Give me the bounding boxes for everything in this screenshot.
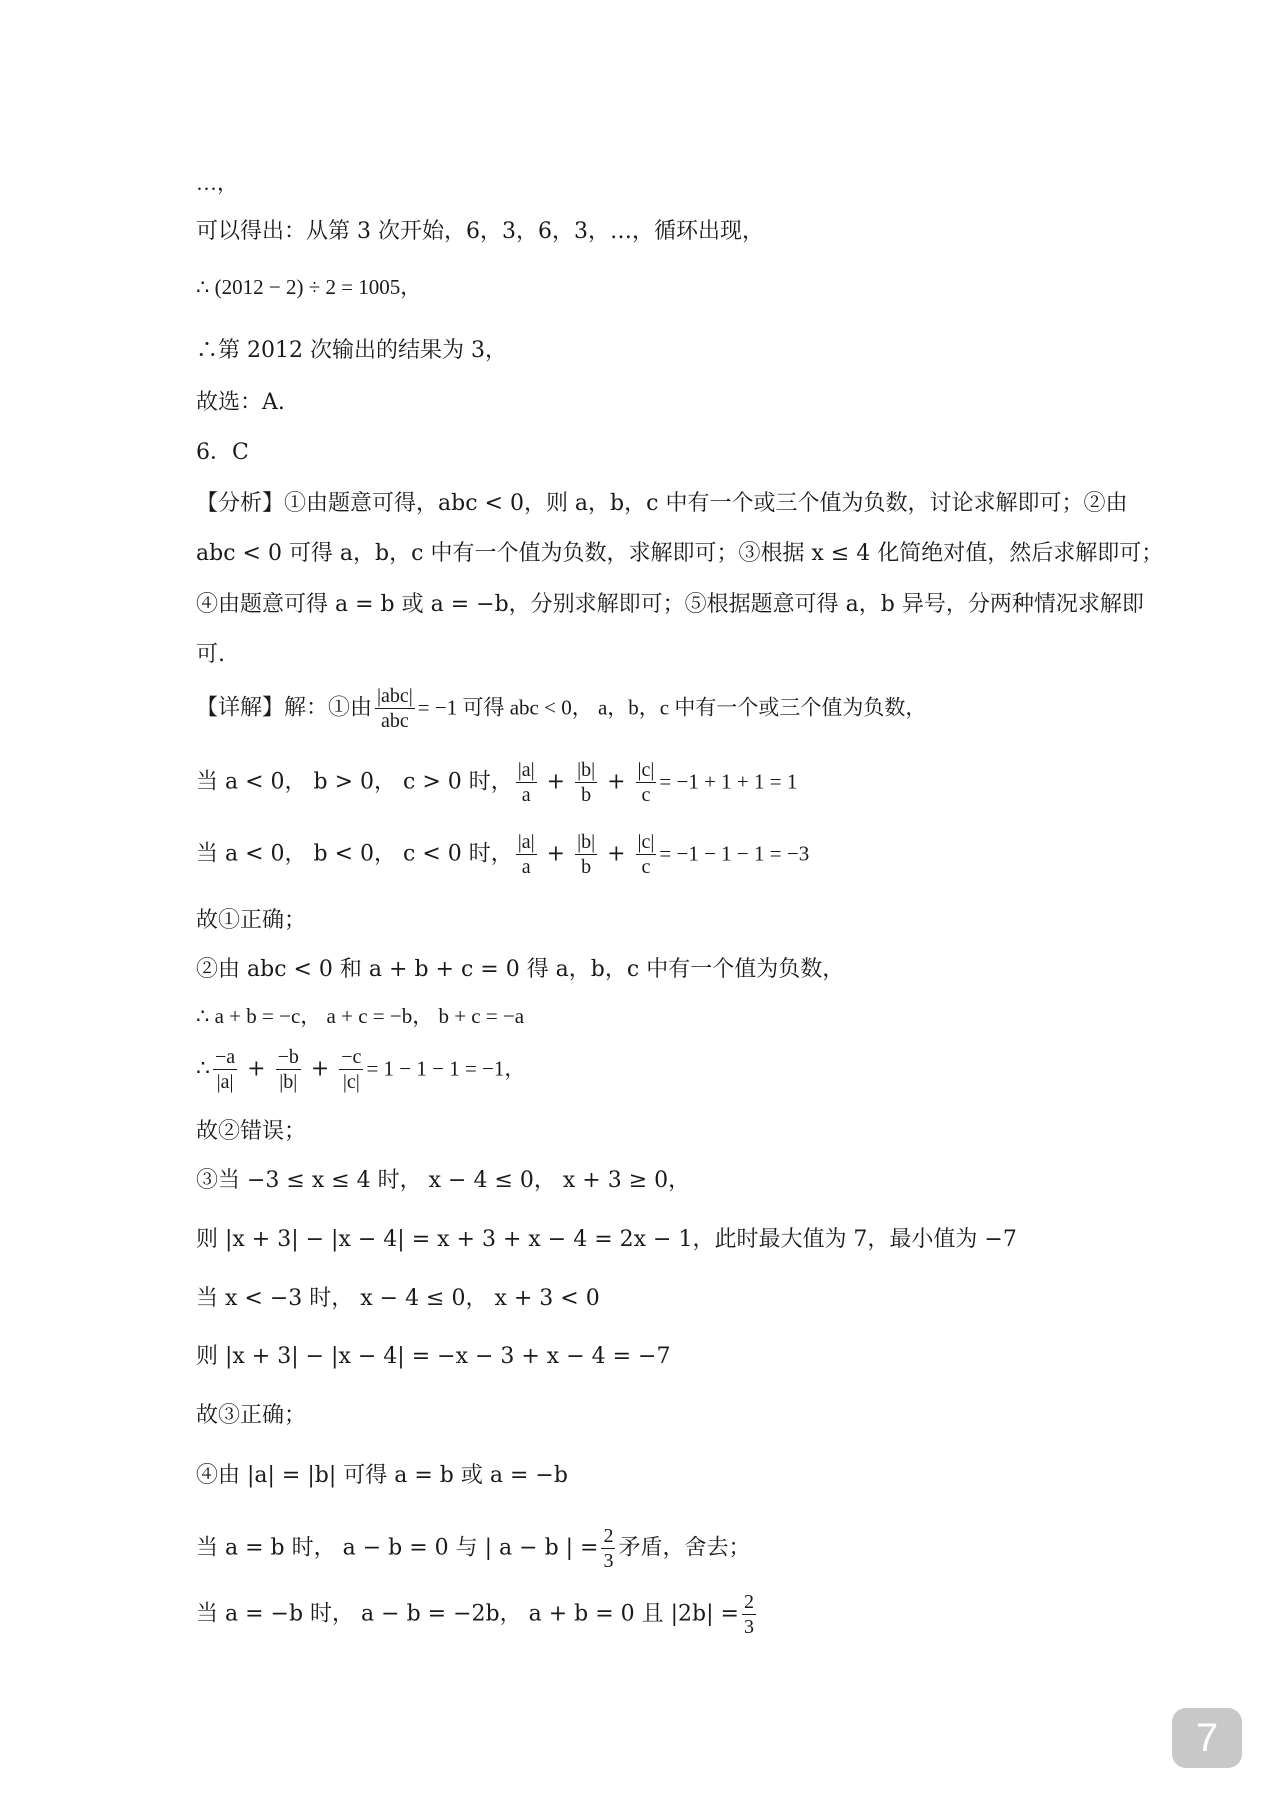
fraction-denominator: |c| <box>342 1071 360 1093</box>
fraction-numerator: 2 <box>743 1591 754 1613</box>
text-line: 故③正确； <box>196 1403 307 1428</box>
fraction <box>742 1590 756 1639</box>
text-line: 则 |x + 3| − |x − 4| = −x − 3 + x − 4 = −7 <box>196 1344 671 1369</box>
fraction-numerator: |abc| <box>377 685 413 707</box>
fraction-denominator: abc <box>381 710 409 732</box>
math-line: 当 a < 0， b > 0， c > 0 时， $\frac{|a|}{a}$ + $\frac{|b|}{b}$ + $\frac{|c|}{c}$ = −1 + 1 + 1 = 1 <box>196 759 798 806</box>
fraction <box>636 758 657 807</box>
fraction <box>516 758 537 807</box>
fraction-numerator: |a| <box>517 831 535 853</box>
fraction <box>339 1045 363 1094</box>
text-line: ∴第 2012 次输出的结果为 3， <box>196 338 507 363</box>
fraction <box>213 1045 237 1094</box>
analysis-line: abc < 0 可得 a，b，c 中有一个值为负数，求解即可；③根据 x ≤ 4 化简绝对值，然后求解即可； <box>196 541 1164 566</box>
text-line: 故②错误； <box>196 1119 307 1144</box>
detail-label: 【详解】解：①由 <box>196 695 373 721</box>
fraction <box>575 830 597 879</box>
text-line: 则 |x + 3| − |x − 4| = x + 3 + x − 4 = 2x − 1，此时最大值为 7，最小值为 −7 <box>196 1227 1017 1252</box>
fraction-denominator: |b| <box>279 1071 298 1093</box>
condition-text: 当 a < 0， b > 0， c > 0 时， <box>196 769 513 795</box>
text-line: 当 x < −3 时， x − 4 ≤ 0， x + 3 < 0 <box>196 1286 600 1311</box>
text-line: …， <box>196 171 238 195</box>
text-line: 故①正确； <box>196 908 307 933</box>
text-line: 可以得出：从第 3 次开始，6，3，6，3，…，循环出现， <box>196 219 764 244</box>
fraction-denominator: 3 <box>743 1616 754 1638</box>
result-text: 矛盾，舍去； <box>618 1535 751 1561</box>
page-number-badge: 7 <box>1172 1708 1242 1768</box>
fraction-numerator: −c <box>341 1046 362 1068</box>
fraction-numerator: |c| <box>637 759 655 781</box>
fraction-denominator: |a| <box>216 1071 234 1093</box>
math-line: 当 a < 0， b < 0， c < 0 时， $\frac{|a|}{a}$ + $\frac{|b|}{b}$ + $\frac{|c|}{c}$ = −1 − 1 − 1 = −3 <box>196 831 810 878</box>
fraction <box>636 830 657 879</box>
fraction-numerator: |b| <box>577 759 596 781</box>
fraction <box>575 758 597 807</box>
text-line: ③当 −3 ≤ x ≤ 4 时， x − 4 ≤ 0， x + 3 ≥ 0， <box>196 1168 691 1193</box>
analysis-line: 可. <box>196 642 225 667</box>
text-line: 故选：A. <box>196 390 285 415</box>
fraction-denominator: a <box>521 784 531 806</box>
fraction-denominator: c <box>641 784 651 806</box>
result-text: = 1 − 1 − 1 = −1， <box>366 1056 526 1081</box>
therefore-symbol: ∴ <box>196 1056 210 1082</box>
text-line: ②由 abc < 0 和 a + b + c = 0 得 a，b，c 中有一个值为负数， <box>196 957 845 982</box>
text-line: ④由 |a| = |b| 可得 a = b 或 a = −b <box>196 1463 568 1488</box>
fraction-numerator: |a| <box>517 759 535 781</box>
fraction-denominator: b <box>581 856 592 878</box>
analysis-line: ④由题意可得 a = b 或 a = −b，分别求解即可；⑤根据题意可得 a，b 异号，分两种情况求解即 <box>196 592 1144 617</box>
analysis-line: 【分析】①由题意可得，abc < 0，则 a，b，c 中有一个或三个值为负数，讨论求解即可；②由 <box>196 491 1128 516</box>
fraction-denominator: 3 <box>603 1550 614 1572</box>
math-line: ∴ (2012 − 2) ÷ 2 = 1005， <box>196 275 422 299</box>
math-line <box>196 1590 1126 1639</box>
fraction-numerator: |c| <box>637 831 655 853</box>
fraction-numerator: −b <box>277 1046 299 1068</box>
math-line <box>196 1524 1126 1573</box>
fraction <box>375 684 415 733</box>
math-line: ∴ a + b = −c， a + c = −b， b + c = −a <box>196 1004 525 1028</box>
fraction <box>601 1524 615 1573</box>
fraction-denominator: a <box>521 856 531 878</box>
fraction <box>516 830 537 879</box>
condition-text: 当 a = b 时， a − b = 0 与 | a − b | = <box>196 1535 599 1561</box>
math-line: ∴ $\frac{-a}{|a|}$ + $\frac{-b}{|b|}$ + $\frac{-c}{|c|}$ = 1 − 1 − 1 = −1， <box>196 1046 526 1093</box>
fraction-numerator: 2 <box>603 1525 614 1547</box>
condition-text: 当 a = −b 时， a − b = −2b， a + b = 0 且 |2b| = <box>196 1601 739 1627</box>
detail-line <box>196 684 1126 733</box>
detail-text: = −1 可得 abc < 0， a，b，c 中有一个或三个值为负数， <box>417 695 927 720</box>
fraction-denominator: b <box>581 784 592 806</box>
fraction-numerator: |b| <box>577 831 596 853</box>
fraction-numerator: −a <box>215 1046 236 1068</box>
fraction <box>276 1045 301 1094</box>
result-text: = −1 − 1 − 1 = −3 <box>659 841 810 866</box>
condition-text: 当 a < 0， b < 0， c < 0 时， <box>196 841 513 867</box>
question-answer: 6．C <box>196 440 249 465</box>
fraction-denominator: c <box>641 856 651 878</box>
result-text: = −1 + 1 + 1 = 1 <box>659 769 798 794</box>
